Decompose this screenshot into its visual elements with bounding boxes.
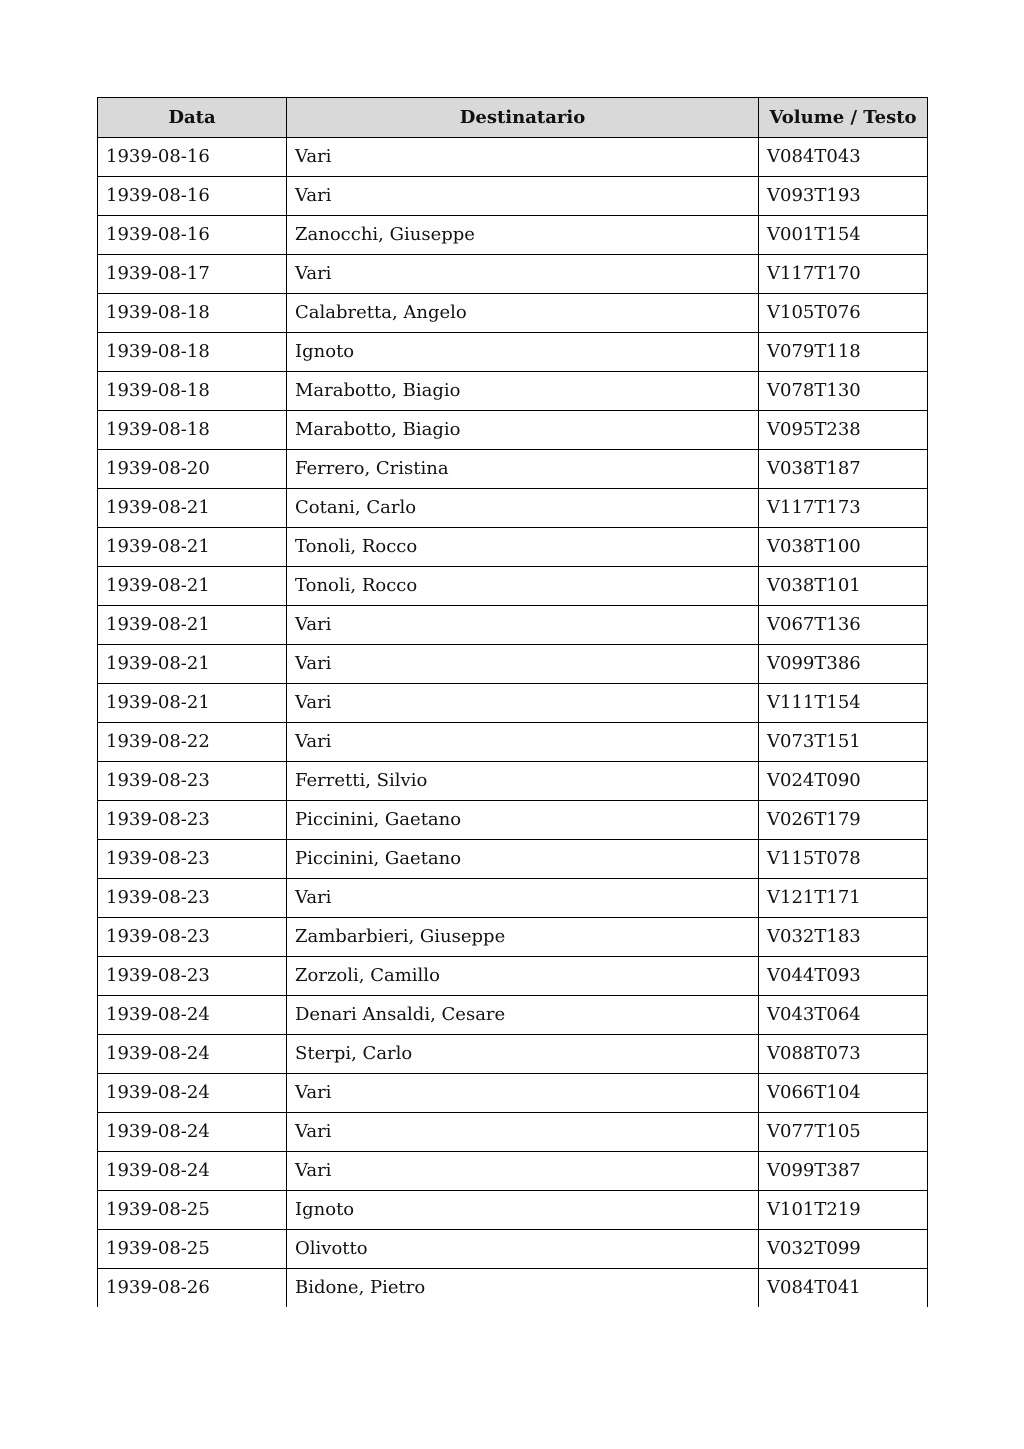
date-cell: 1939-08-18: [98, 333, 287, 372]
recipient-cell: Vari: [287, 255, 759, 294]
table-row: [98, 1230, 928, 1269]
table-row: [98, 1113, 928, 1152]
column-header-volume: Volume / Testo: [759, 98, 928, 138]
table-row: [98, 255, 928, 294]
volume-cell: V066T104: [759, 1074, 928, 1113]
volume-cell: V079T118: [759, 333, 928, 372]
volume-cell: V099T386: [759, 645, 928, 684]
recipient-cell: Bidone, Pietro: [287, 1269, 759, 1308]
date-cell: 1939-08-24: [98, 1113, 287, 1152]
date-cell: 1939-08-23: [98, 801, 287, 840]
table-row: [98, 372, 928, 411]
date-cell: 1939-08-22: [98, 723, 287, 762]
table-row: [98, 957, 928, 996]
volume-cell: V111T154: [759, 684, 928, 723]
volume-cell: V038T100: [759, 528, 928, 567]
table-row: [98, 333, 928, 372]
recipient-cell: Ignoto: [287, 333, 759, 372]
recipient-cell: Piccinini, Gaetano: [287, 801, 759, 840]
volume-cell: V117T173: [759, 489, 928, 528]
date-cell: 1939-08-21: [98, 684, 287, 723]
volume-cell: V032T099: [759, 1230, 928, 1269]
volume-cell: V001T154: [759, 216, 928, 255]
table-row: [98, 879, 928, 918]
volume-cell: V043T064: [759, 996, 928, 1035]
date-cell: 1939-08-23: [98, 762, 287, 801]
recipient-cell: Olivotto: [287, 1230, 759, 1269]
recipient-cell: Marabotto, Biagio: [287, 411, 759, 450]
date-cell: 1939-08-23: [98, 918, 287, 957]
table-row: [98, 138, 928, 177]
table-row: [98, 450, 928, 489]
recipient-cell: Vari: [287, 138, 759, 177]
volume-cell: V077T105: [759, 1113, 928, 1152]
volume-cell: V067T136: [759, 606, 928, 645]
table-row: [98, 528, 928, 567]
table-row: [98, 606, 928, 645]
date-cell: 1939-08-23: [98, 879, 287, 918]
date-cell: 1939-08-18: [98, 411, 287, 450]
volume-cell: V032T183: [759, 918, 928, 957]
recipient-cell: Vari: [287, 606, 759, 645]
recipient-cell: Vari: [287, 177, 759, 216]
volume-cell: V084T043: [759, 138, 928, 177]
recipient-cell: Piccinini, Gaetano: [287, 840, 759, 879]
recipient-cell: Zanocchi, Giuseppe: [287, 216, 759, 255]
recipient-cell: Denari Ansaldi, Cesare: [287, 996, 759, 1035]
volume-cell: V093T193: [759, 177, 928, 216]
table-row: [98, 489, 928, 528]
recipient-cell: Ferretti, Silvio: [287, 762, 759, 801]
recipient-cell: Vari: [287, 1074, 759, 1113]
volume-cell: V078T130: [759, 372, 928, 411]
table-row: [98, 567, 928, 606]
recipient-cell: Calabretta, Angelo: [287, 294, 759, 333]
date-cell: 1939-08-16: [98, 216, 287, 255]
table-row: [98, 840, 928, 879]
table-row: [98, 1269, 928, 1308]
date-cell: 1939-08-21: [98, 489, 287, 528]
table-header: [98, 98, 928, 138]
recipient-cell: Cotani, Carlo: [287, 489, 759, 528]
volume-cell: V099T387: [759, 1152, 928, 1191]
table-row: [98, 996, 928, 1035]
date-cell: 1939-08-25: [98, 1191, 287, 1230]
recipient-cell: Zambarbieri, Giuseppe: [287, 918, 759, 957]
date-cell: 1939-08-25: [98, 1230, 287, 1269]
date-cell: 1939-08-16: [98, 177, 287, 216]
volume-cell: V084T041: [759, 1269, 928, 1308]
volume-cell: V117T170: [759, 255, 928, 294]
column-header-date: Data: [98, 98, 287, 138]
date-cell: 1939-08-18: [98, 294, 287, 333]
volume-cell: V038T187: [759, 450, 928, 489]
volume-cell: V101T219: [759, 1191, 928, 1230]
recipient-cell: Vari: [287, 879, 759, 918]
date-cell: 1939-08-26: [98, 1269, 287, 1308]
recipient-cell: Vari: [287, 645, 759, 684]
recipient-cell: Ignoto: [287, 1191, 759, 1230]
date-cell: 1939-08-23: [98, 840, 287, 879]
volume-cell: V088T073: [759, 1035, 928, 1074]
volume-cell: V121T171: [759, 879, 928, 918]
table-row: [98, 684, 928, 723]
recipient-cell: Vari: [287, 684, 759, 723]
table-row: [98, 216, 928, 255]
recipient-cell: Vari: [287, 1113, 759, 1152]
letters-table: [97, 97, 928, 1307]
table-row: [98, 294, 928, 333]
recipient-cell: Sterpi, Carlo: [287, 1035, 759, 1074]
date-cell: 1939-08-24: [98, 996, 287, 1035]
date-cell: 1939-08-21: [98, 645, 287, 684]
header-row: [98, 98, 928, 138]
recipient-cell: Marabotto, Biagio: [287, 372, 759, 411]
volume-cell: V024T090: [759, 762, 928, 801]
table-row: [98, 1191, 928, 1230]
table-row: [98, 762, 928, 801]
table-body: [98, 138, 928, 1308]
table-row: [98, 1074, 928, 1113]
table-row: [98, 645, 928, 684]
date-cell: 1939-08-20: [98, 450, 287, 489]
table-row: [98, 1152, 928, 1191]
recipient-cell: Vari: [287, 1152, 759, 1191]
volume-cell: V115T078: [759, 840, 928, 879]
volume-cell: V105T076: [759, 294, 928, 333]
recipient-cell: Tonoli, Rocco: [287, 528, 759, 567]
date-cell: 1939-08-16: [98, 138, 287, 177]
recipient-cell: Zorzoli, Camillo: [287, 957, 759, 996]
date-cell: 1939-08-24: [98, 1152, 287, 1191]
recipient-cell: Tonoli, Rocco: [287, 567, 759, 606]
table-row: [98, 918, 928, 957]
date-cell: 1939-08-18: [98, 372, 287, 411]
volume-cell: V038T101: [759, 567, 928, 606]
date-cell: 1939-08-24: [98, 1074, 287, 1113]
table-row: [98, 411, 928, 450]
date-cell: 1939-08-23: [98, 957, 287, 996]
date-cell: 1939-08-21: [98, 528, 287, 567]
date-cell: 1939-08-21: [98, 567, 287, 606]
recipient-cell: Ferrero, Cristina: [287, 450, 759, 489]
table-row: [98, 801, 928, 840]
volume-cell: V044T093: [759, 957, 928, 996]
volume-cell: V073T151: [759, 723, 928, 762]
column-header-recipient: Destinatario: [287, 98, 759, 138]
table-row: [98, 1035, 928, 1074]
volume-cell: V095T238: [759, 411, 928, 450]
table-row: [98, 177, 928, 216]
recipient-cell: Vari: [287, 723, 759, 762]
volume-cell: V026T179: [759, 801, 928, 840]
date-cell: 1939-08-21: [98, 606, 287, 645]
date-cell: 1939-08-17: [98, 255, 287, 294]
date-cell: 1939-08-24: [98, 1035, 287, 1074]
table-row: [98, 723, 928, 762]
